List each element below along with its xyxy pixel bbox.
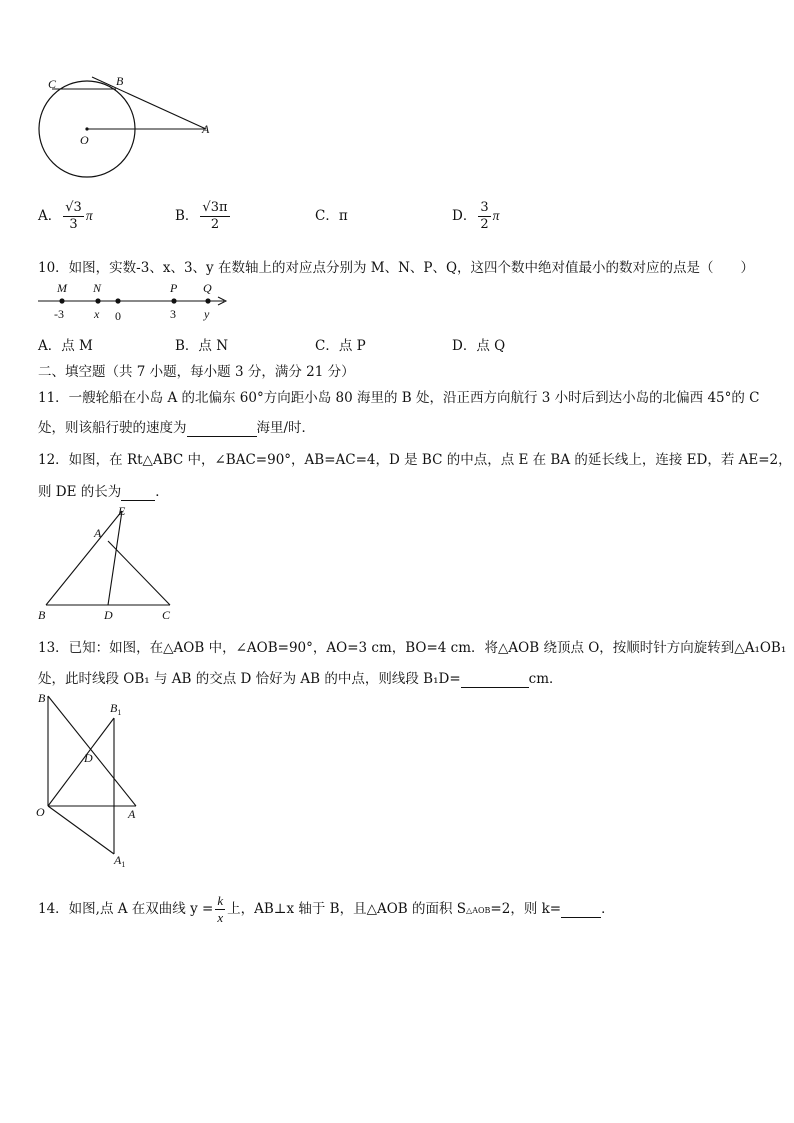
q9-choice-d: D． $\frac{3}{2}$ π	[452, 200, 500, 232]
axis-label-P: P	[170, 281, 178, 295]
q10-option-d: D．点 Q	[452, 338, 506, 354]
label-B1: $B_1$	[110, 701, 122, 717]
q14-answer-blank[interactable]	[561, 901, 601, 918]
q13-line1: 13．已知：如图，在△AOB 中，∠AOB=90°，AO=3 cm，BO=4 cm．将△AOB 绕顶点 O，按顺时针方向旋转到△A₁OB₁	[38, 640, 787, 656]
label-D: D	[84, 751, 93, 765]
label-B: B	[116, 74, 124, 88]
label-B: B	[38, 608, 46, 621]
figure-q9-circle	[30, 72, 220, 202]
q13-answer-blank[interactable]	[461, 671, 529, 688]
q11-answer-blank[interactable]	[187, 420, 257, 437]
label-E: E	[118, 504, 126, 518]
axis-value-zero: 0	[115, 309, 121, 323]
label-B: B	[38, 691, 46, 705]
label-C: C	[162, 608, 171, 621]
q9-choice-c: C．π	[315, 208, 348, 224]
label-A: A	[128, 807, 136, 821]
q11-line2: 处，则该船行驶的速度为 海里/时．	[38, 420, 316, 436]
q11-line1: 11．一艘轮船在小岛 A 的北偏东 60°方向距小岛 80 海里的 B 处，沿正西方向航行 3 小时后到达小岛的北偏西 45°的 C	[38, 390, 760, 406]
q9-choice-b: B． $\frac{√3\pi}{2}$	[175, 200, 228, 232]
q10-option-a: A．点 M	[38, 338, 93, 354]
q12-line1: 12．如图，在 Rt△ABC 中，∠BAC=90°，AB=AC=4，D 是 BC 的中点，点 E 在 BA 的延长线上，连接 ED，若 AE=2，	[38, 452, 792, 468]
figure-q10-number-line	[34, 278, 234, 326]
axis-label-N: N	[93, 281, 102, 295]
q10-option-c: C．点 P	[315, 338, 366, 354]
q10-stem: 10．如图，实数-3、x、3、y 在数轴上的对应点分别为 M、N、P、Q，这四个数中绝对值最小的数对应的点是（ ）	[38, 260, 755, 276]
label-A: A	[202, 122, 210, 136]
q10-option-b: B．点 N	[175, 338, 229, 354]
label-O: O	[36, 805, 45, 819]
figure-q12-triangle	[36, 503, 186, 621]
axis-label-M: M	[57, 281, 67, 295]
axis-value-m: -3	[54, 307, 64, 321]
q14-line: 14．如图,点 A 在双曲线 y = $\frac{k}{x}$ 上，AB⊥x 轴于 B，且△AOB 的面积 S△AOB=2，则 k= ．	[38, 893, 615, 925]
q13-line2: 处，此时线段 OB₁ 与 AB 的交点 D 恰好为 AB 的中点，则线段 B₁D= cm．	[38, 671, 563, 687]
q9-choice-a: A． $\frac{√3}{3}$ π	[38, 200, 93, 232]
section-heading: 二、填空题（共 7 小题，每小题 3 分，满分 21 分）	[38, 364, 355, 380]
axis-value-q: y	[204, 307, 210, 321]
axis-label-Q: Q	[203, 281, 212, 295]
label-A: A	[94, 526, 102, 540]
label-D: D	[104, 608, 113, 621]
label-O: O	[80, 133, 89, 147]
figure-q13-rotation	[34, 688, 144, 874]
label-C: C	[48, 77, 57, 91]
q12-line2: 则 DE 的长为 ．	[38, 484, 169, 500]
q12-answer-blank[interactable]	[121, 484, 155, 501]
label-A1: $A_1$	[114, 853, 126, 869]
axis-value-p: 3	[170, 307, 176, 321]
axis-value-n: x	[94, 307, 100, 321]
